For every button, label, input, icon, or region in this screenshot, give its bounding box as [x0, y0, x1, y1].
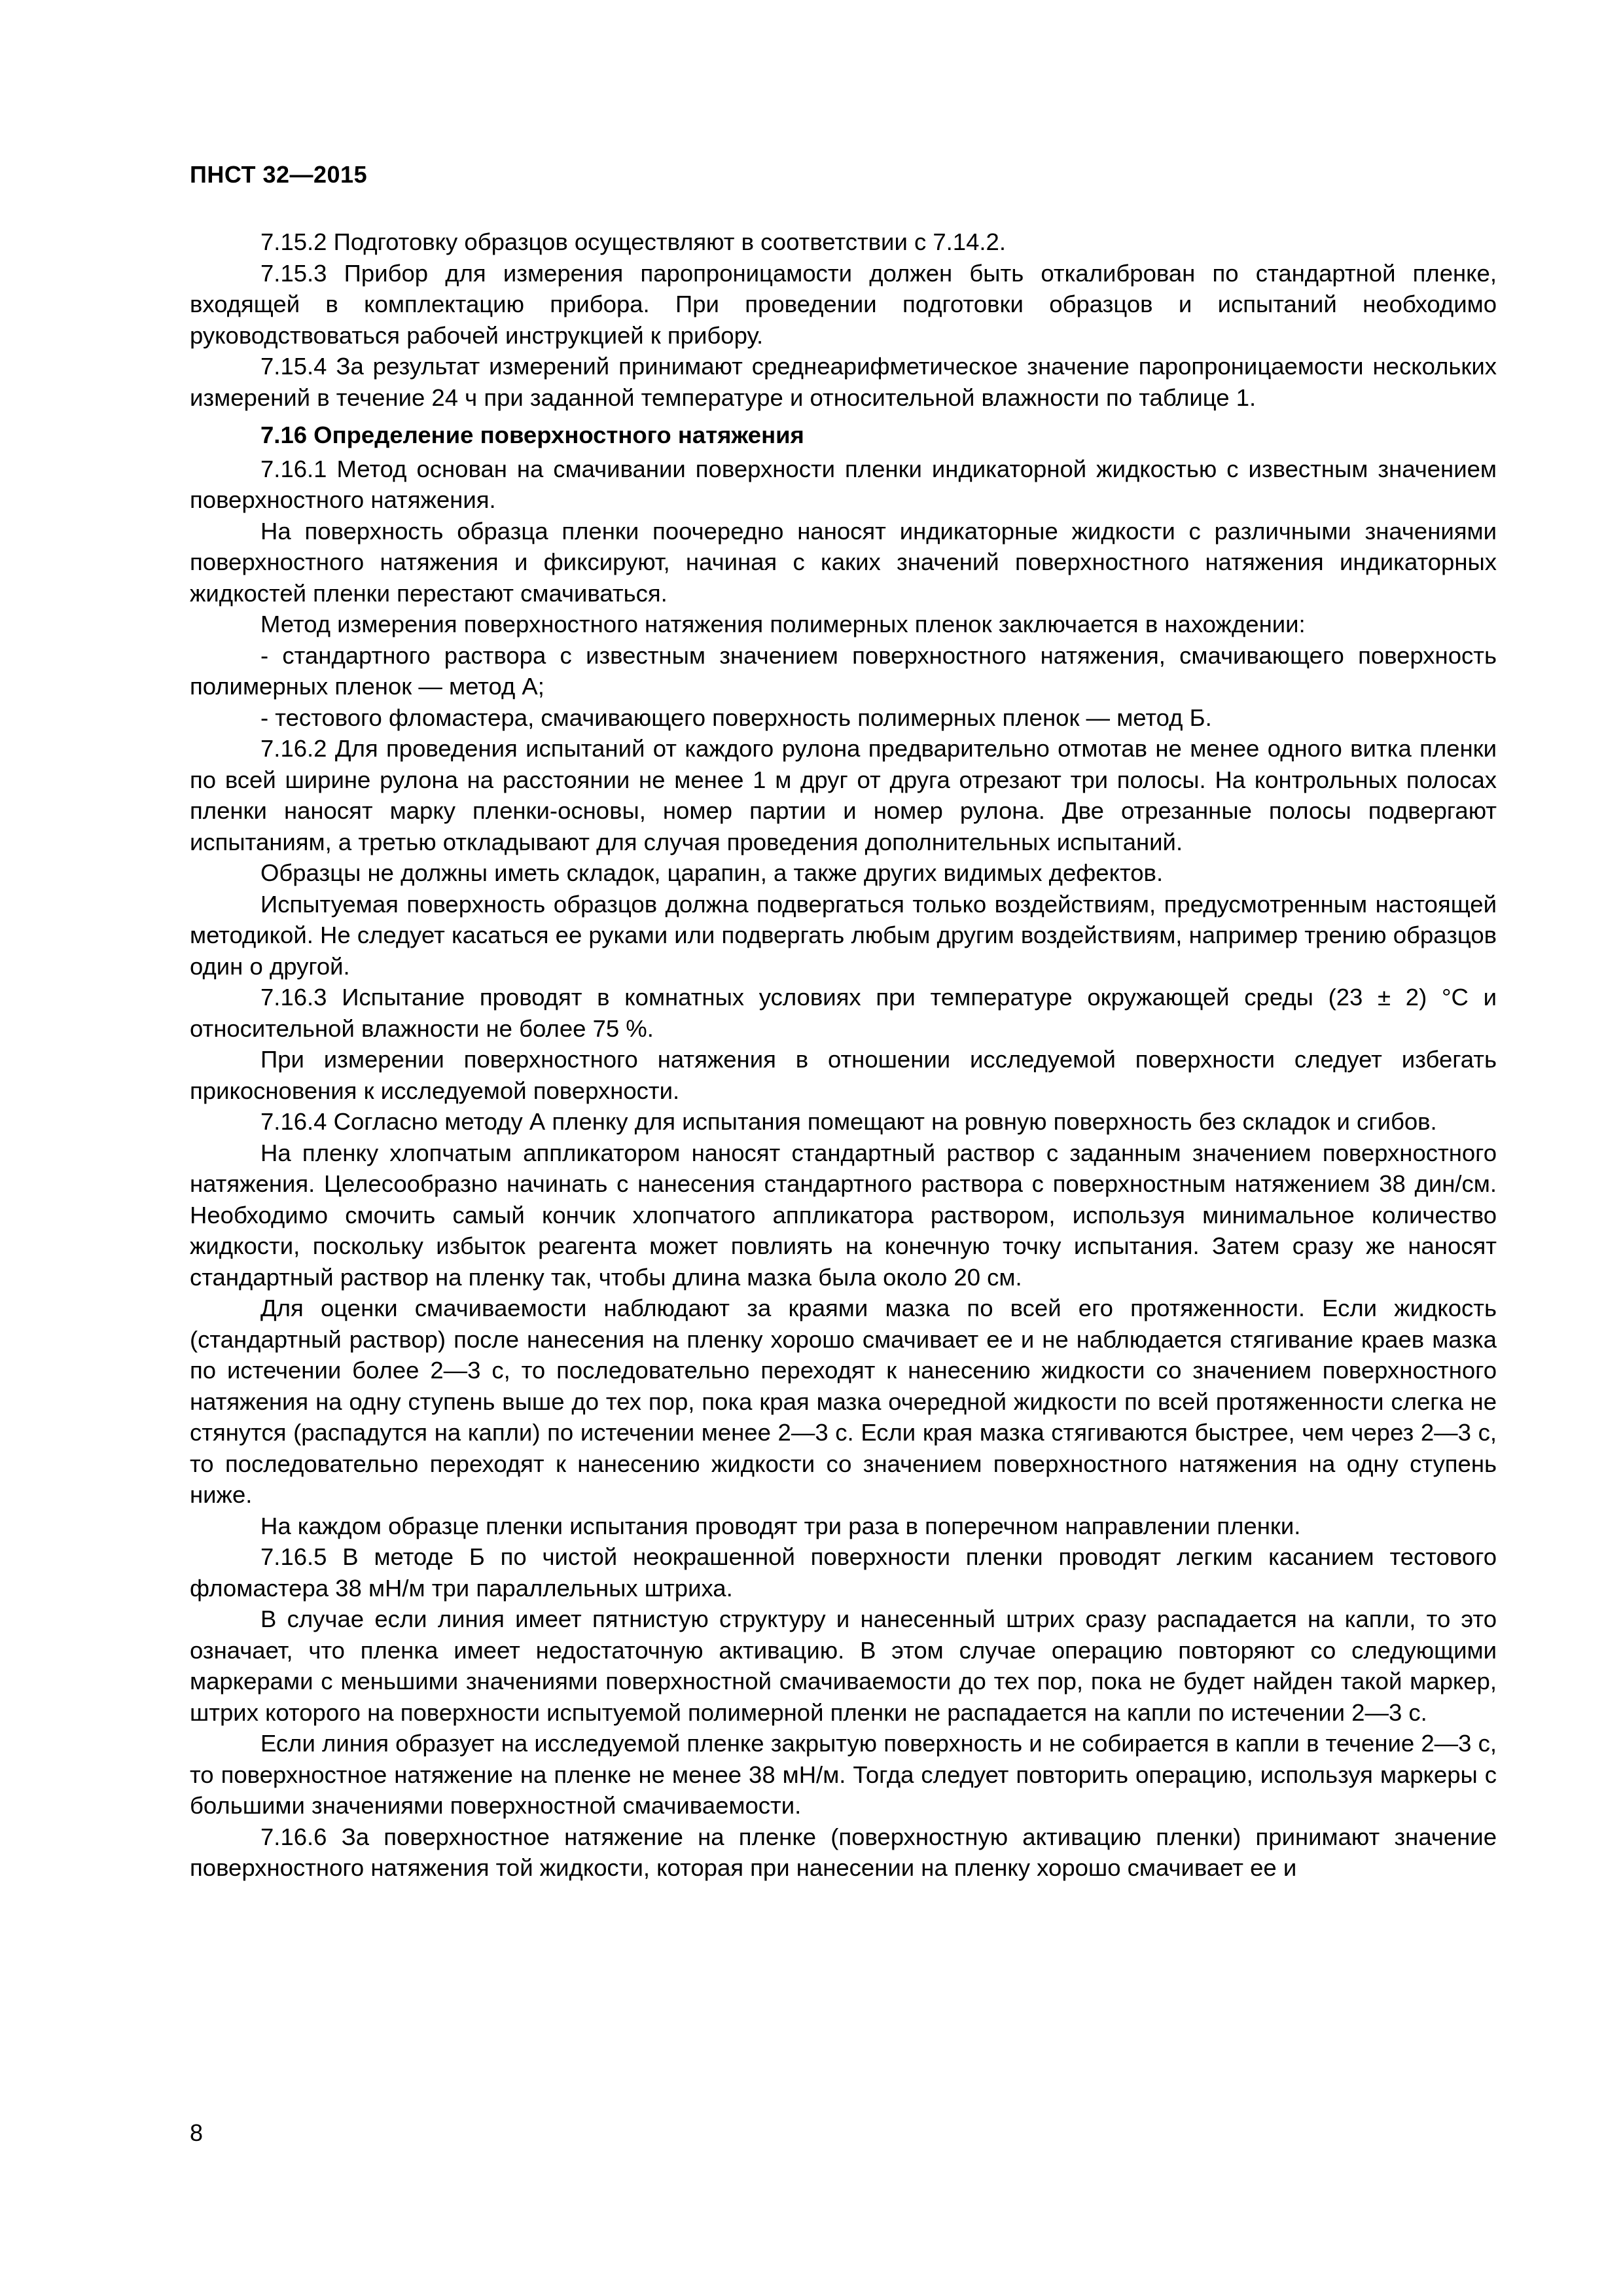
paragraph: Метод измерения поверхностного натяжения полимерных пленок заключается в нахождении:	[260, 611, 1306, 637]
document-body	[190, 226, 1497, 1884]
paragraph: 7.15.2 Подготовку образцов осуществляют в соответствии с 7.14.2.	[260, 228, 1006, 255]
paragraph: 7.16.2 Для проведения испытаний от каждого рулона предварительно отмотав не менее одного витка пленки по всей ширине рулона на расстоянии не менее 1 м друг от друга отрезают три полосы. На контрольных полосах пленки наносят марку пленки-основы, номер партии и номер рулона. Две отрезанные полосы подвергают испытаниям, а третью откладывают для случая проведения дополнительных испытаний.	[190, 735, 1497, 855]
document-header-id: ПНСТ 32—2015	[190, 161, 368, 188]
paragraph: 7.16.4 Согласно методу А пленку для испытания помещают на ровную поверхность без складок и сгибов.	[260, 1108, 1437, 1135]
paragraph: Испытуемая поверхность образцов должна подвергаться только воздействиям, предусмотренным настоящей методикой. Не следует касаться ее руками или подвергать любым другим воздействиям, например трению образцов один о другой.	[190, 890, 1497, 980]
paragraph: В случае если линия имеет пятнистую структуру и нанесенный штрих сразу распадается на капли, то это означает, что пленка имеет недостаточную активацию. В этом случае операцию повторяют со следующими маркерами с меньшими значениями поверхностной смачиваемости до тех пор, пока не будет найден такой маркер, штрих которого на поверхности испытуемой полимерной пленки не распадается на капли по истечении 2—3 с.	[190, 1605, 1497, 1726]
paragraph: 7.16.1 Метод основан на смачивании поверхности пленки индикаторной жидкостью с известным значением поверхностного натяжения.	[190, 455, 1497, 513]
paragraph: Если линия образует на исследуемой пленке закрытую поверхность и не собирается в капли в течение 2—3 с, то поверхностное натяжение на пленке не менее 38 мН/м. Тогда следует повторить операцию, используя маркеры с большими значениями поверхностной смачиваемости.	[190, 1730, 1497, 1819]
paragraph: Для оценки смачиваемости наблюдают за краями мазка по всей его протяженности. Если жидкость (стандартный раствор) после нанесения на пленку хорошо смачивает ее и не наблюдается стягивание краев мазка по истечении более 2—3 с, то последовательно переходят к нанесению жидкости со значением поверхностного натяжения на одну ступень выше до тех пор, пока края мазка очередной жидкости по всей протяженности слегка не стянутся (распадутся на капли) по истечении менее 2—3 с. Если края мазка стягиваются быстрее, чем через 2—3 с, то последовательно переходят к нанесению жидкости со значением поверхностного натяжения на одну ступень ниже.	[190, 1295, 1497, 1508]
paragraph: На поверхность образца пленки поочередно наносят индикаторные жидкости с различными значениями поверхностного натяжения и фиксируют, начиная с каких значений поверхностного натяжения индикаторных жидкостей пленки перестают смачиваться.	[190, 517, 1497, 607]
list-item: - стандартного раствора с известным значением поверхностного натяжения, смачивающего поверхность полимерных пленок — метод А;	[190, 641, 1497, 700]
paragraph: 7.16.3 Испытание проводят в комнатных условиях при температуре окружающей среды (23 ± 2) °С и относительной влажности не более 75 %.	[190, 984, 1497, 1042]
paragraph: 7.15.4 За результат измерений принимают среднеарифметическое значение паропроницаемости нескольких измерений в течение 24 ч при заданной температуре и относительной влажности по таблице 1.	[190, 353, 1497, 411]
paragraph: На каждом образце пленки испытания проводят три раза в поперечном направлении пленки.	[260, 1512, 1301, 1539]
section-heading: 7.16 Определение поверхностного натяжения	[260, 422, 804, 448]
list-item: - тестового фломастера, смачивающего поверхность полимерных пленок — метод Б.	[260, 704, 1212, 731]
paragraph: 7.16.5 В методе Б по чистой неокрашенной поверхности пленки проводят легким касанием тестового фломастера 38 мН/м три параллельных штриха.	[190, 1543, 1497, 1602]
paragraph: 7.16.6 За поверхностное натяжение на пленке (поверхностную активацию пленки) принимают значение поверхностного натяжения той жидкости, которая при нанесении на пленку хорошо смачивает ее и	[190, 1823, 1497, 1881]
page-number: 8	[190, 2119, 204, 2146]
paragraph: 7.15.3 Прибор для измерения паропроницамости должен быть откалиброван по стандартной пленке, входящей в комплектацию прибора. При проведении подготовки образцов и испытаний необходимо руководствоваться рабочей инструкцией к прибору.	[190, 259, 1497, 349]
paragraph: При измерении поверхностного натяжения в отношении исследуемой поверхности следует избегать прикосновения к исследуемой поверхности.	[190, 1046, 1497, 1104]
paragraph: Образцы не должны иметь складок, царапин, а также других видимых дефектов.	[260, 859, 1164, 886]
paragraph: На пленку хлопчатым аппликатором наносят стандартный раствор с заданным значением поверхностного натяжения. Целесообразно начинать с нанесения стандартного раствора с поверхностным натяжением 38 дин/см. Необходимо смочить самый кончик хлопчатого аппликатора раствором, используя минимальное количество жидкости, поскольку избыток реагента может повлиять на конечную точку испытания. Затем сразу же наносят стандартный раствор на пленку так, чтобы длина мазка была около 20 см.	[190, 1139, 1497, 1291]
